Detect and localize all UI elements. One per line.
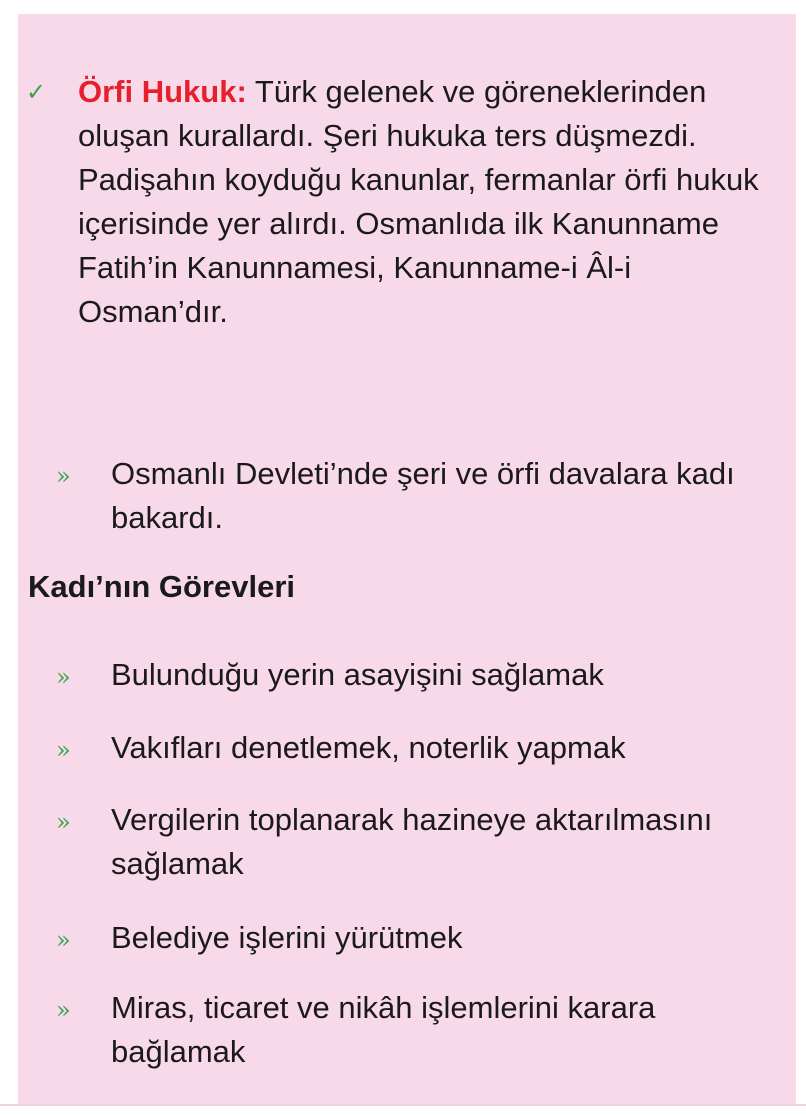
list-item-text: Miras, ticaret ve nikâh işlemlerini karara bağlamak xyxy=(111,990,656,1069)
double-chevron-right-icon: » xyxy=(56,663,71,691)
orfi-hukuk-text xyxy=(78,70,773,334)
double-chevron-right-icon: » xyxy=(56,996,71,1024)
kadi-note-text: Osmanlı Devleti’nde şeri ve örfi davalara kadı bakardı. xyxy=(111,456,735,535)
section-heading: Kadı’nın Görevleri xyxy=(28,569,296,604)
double-chevron-right-icon: » xyxy=(56,462,71,490)
info-card xyxy=(18,14,796,1104)
list-item-text: Belediye işlerini yürütmek xyxy=(111,920,463,955)
list-item-text: Vakıfları denetlemek, noterlik yapmak xyxy=(111,730,626,765)
orfi-hukuk-description: Türk gelenek ve göreneklerinden oluşan kurallardı. Şeri hukuka ters düşmezdi. Padişahın koyduğu kanunlar, fermanlar örfi hukuk içerisinde yer alırdı. Osmanlıda ilk Kanunname Fatih’in Kanunnamesi, Kanunname-i Âl-i Osman’dır. xyxy=(78,74,759,329)
double-chevron-right-icon: » xyxy=(56,808,71,836)
checkmark-icon: ✓ xyxy=(26,78,47,106)
list-item-text: Vergilerin toplanarak hazineye aktarılmasını sağlamak xyxy=(111,802,713,881)
double-chevron-right-icon: » xyxy=(56,736,71,764)
double-chevron-right-icon: » xyxy=(56,926,71,954)
bottom-divider xyxy=(0,1104,806,1106)
list-item-text: Bulunduğu yerin asayişini sağlamak xyxy=(111,657,604,692)
orfi-hukuk-term: Örfi Hukuk: xyxy=(78,74,247,109)
